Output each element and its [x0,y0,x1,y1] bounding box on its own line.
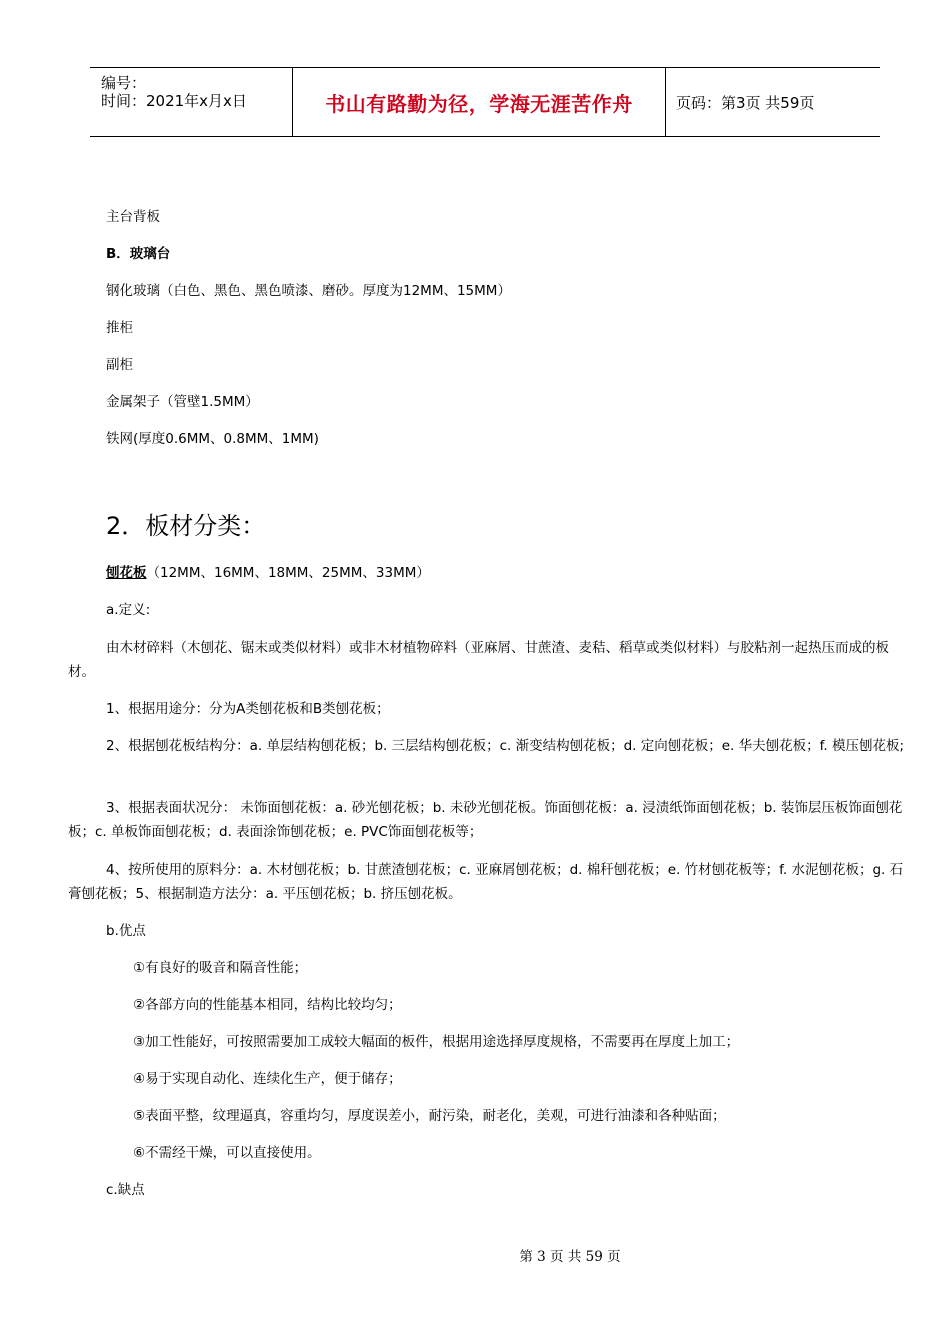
section-heading: 2．板材分类： [106,512,266,540]
product-name: 刨花板 [106,565,147,581]
class-by-use: 1、根据用途分：分为A类刨花板和B类刨花板； [106,701,390,717]
advantage-item: ①有良好的吸音和隔音性能； [133,960,308,976]
item-push-cabinet: 推柜 [106,320,133,336]
item-glass-counter-heading: B．玻璃台 [106,246,171,262]
advantage-item: ④易于实现自动化、连续化生产，便于储存； [133,1071,402,1087]
definition-label: a.定义: [106,602,151,618]
doc-time-label: 时间：2021年x月x日 [101,92,247,110]
class-by-material: 4、按所使用的原料分：a. 木材刨花板；b. 甘蔗渣刨花板；c. 亚麻屑刨花板；d. 棉秆刨花板；e. 竹材刨花板等；f. 水泥刨花板；g. 石膏刨花板；5、根据制造方法分：a. 平压刨花板；b. 挤压刨花板。 [68,862,904,902]
header-meta [90,68,293,136]
product-line [106,561,430,585]
item-main-back-panel: 主台背板 [106,209,160,225]
page-header [90,67,880,137]
item-metal-rack: 金属架子（管壁1.5MM） [106,394,259,410]
doc-number-label: 编号： [101,74,147,92]
header-page-number: 页码：第3页 共59页 [676,93,815,112]
disadvantages-label: c.缺点 [106,1182,145,1198]
advantage-item: ⑥不需经干燥，可以直接使用。 [133,1145,321,1161]
advantages-label: b.优点 [106,923,146,939]
definition-text: 由木材碎料（木刨花、锯末或类似材料）或非木材植物碎料（亚麻屑、甘蔗渣、麦秸、稻草或类似材料）与胶粘剂一起热压而成的板材。 [68,640,889,680]
item-tempered-glass: 钢化玻璃（白色、黑色、黑色喷漆、磨砂。厚度为12MM、15MM） [106,283,511,299]
product-specs: （12MM、16MM、18MM、25MM、33MM） [146,565,430,581]
class-by-structure: 2、根据刨花板结构分：a. 单层结构刨花板；b. 三层结构刨花板；c. 渐变结构刨花板；d. 定向刨花板；e. 华夫刨花板；f. 模压刨花板; [106,738,905,754]
advantage-item: ③加工性能好，可按照需要加工成较大幅面的板件，根据用途选择厚度规格，不需要再在厚度上加工； [133,1034,740,1050]
item-side-cabinet: 副柜 [106,357,133,373]
advantage-item: ②各部方向的性能基本相同，结构比较均匀； [133,997,402,1013]
item-iron-mesh: 铁网(厚度0.6MM、0.8MM、1MM) [106,431,319,447]
header-motto: 书山有路勤为径，学海无涯苦作舟 [293,68,666,136]
advantage-item: ⑤表面平整，纹理逼真，容重均匀，厚度误差小，耐污染，耐老化，美观，可进行油漆和各种贴面； [133,1108,726,1124]
page-footer: 第 3 页 共 59 页 [519,1249,621,1265]
class-by-surface: 3、根据表面状况分： 未饰面刨花板：a. 砂光刨花板；b. 未砂光刨花板。饰面刨花板：a. 浸渍纸饰面刨花板；b. 装饰层压板饰面刨花板；c. 单板饰面刨花板；d. 表面涂饰刨花板；e. PVC饰面刨花板等； [68,800,903,840]
